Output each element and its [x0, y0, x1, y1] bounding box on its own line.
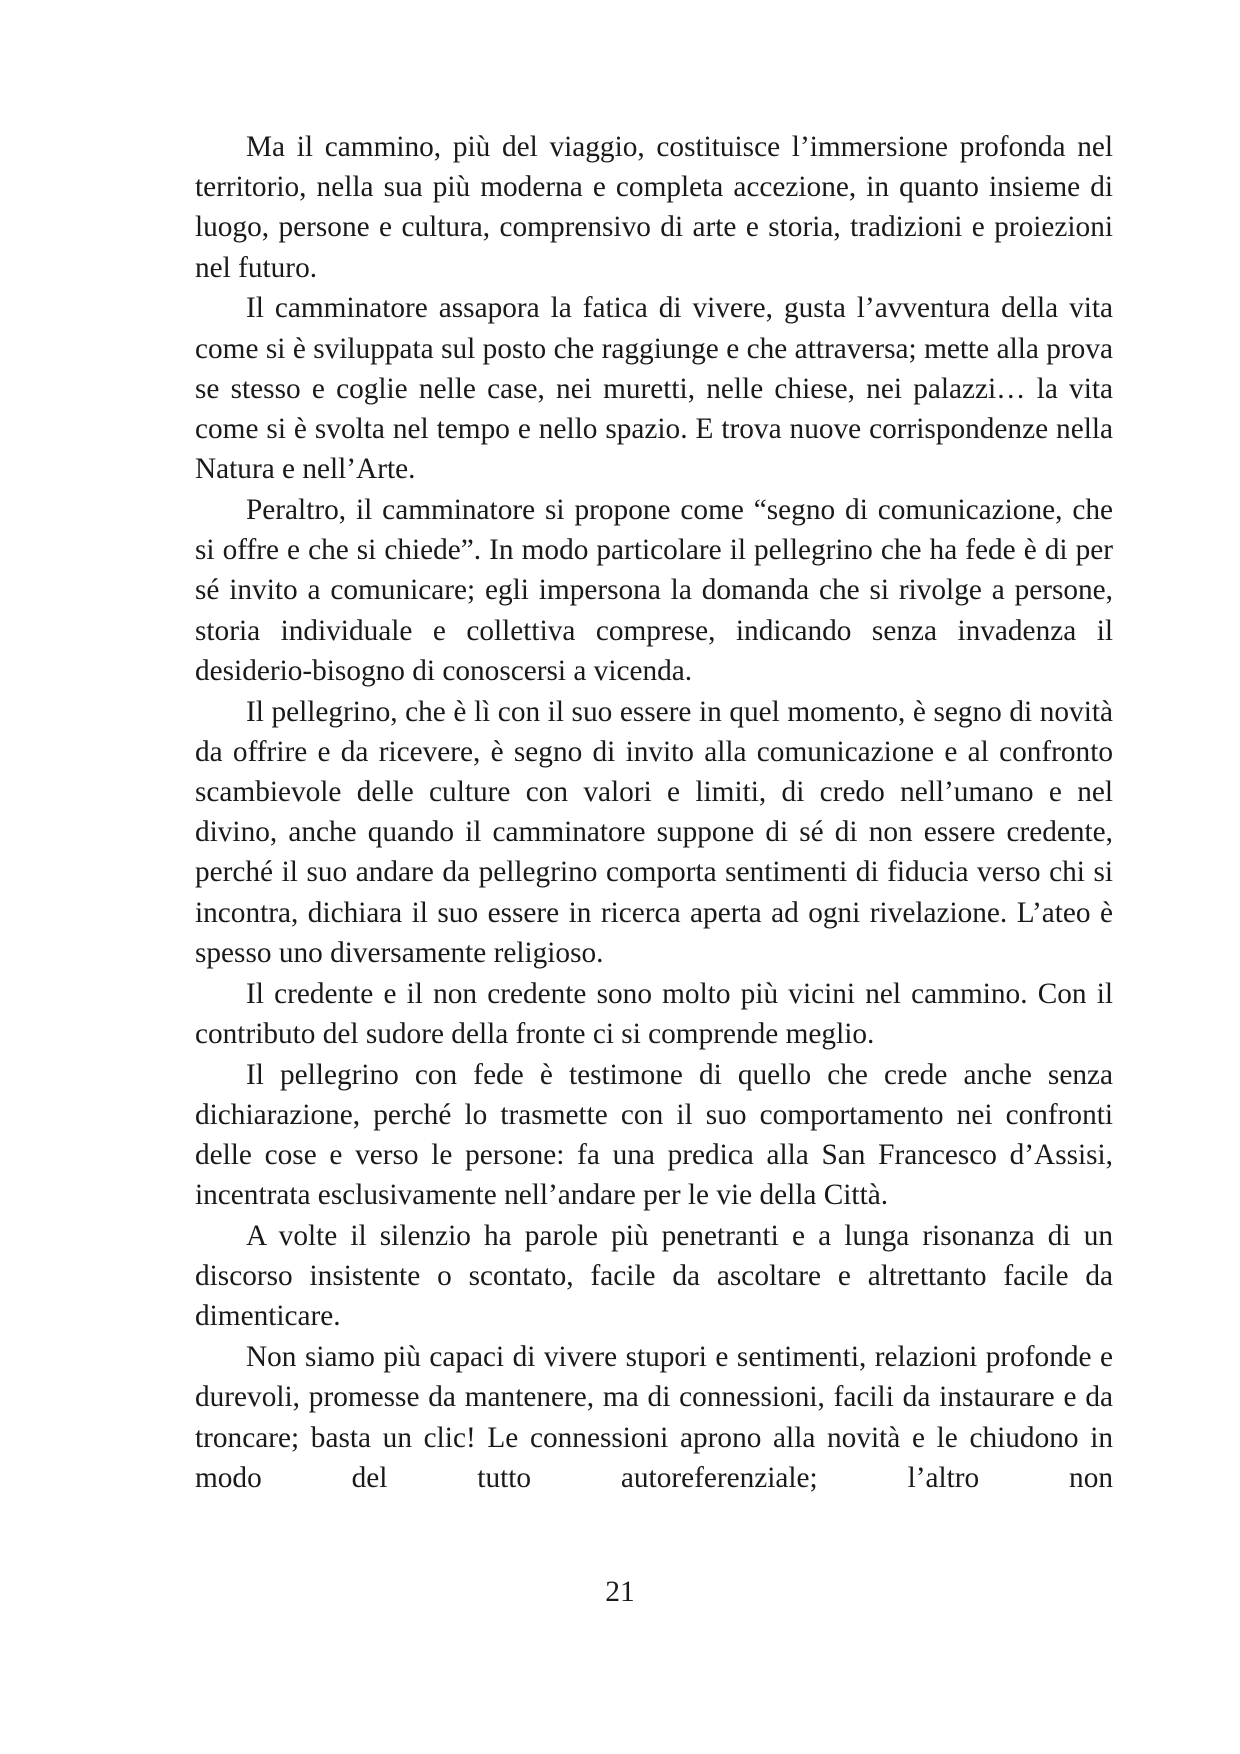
- paragraph: Peraltro, il camminatore si propone come “segno di comunicazione, che si offre e che si chiede”. In modo particolare il pellegrino che ha fede è di per sé invito a comunicare; egli impersona la domanda che si rivolge a persone, storia individuale e collettiva comprese, indicando senza invadenza il desiderio-bisogno di conoscersi a vicenda.: [195, 494, 1113, 687]
- paragraph: A volte il silenzio ha parole più penetranti e a lunga risonanza di un discorso insistente o scontato, facile da ascoltare e altrettanto facile da dimenticare.: [195, 1220, 1113, 1333]
- paragraph-last-justified: Non siamo più capaci di vivere stupori e sentimenti, relazioni profonde e durevoli, promesse da mantenere, ma di connessioni, facili da instaurare e da troncare; basta un clic! Le connessioni aprono alla novità e le chiudono in modo del tutto autoreferenziale; l’altro non: [195, 1341, 1113, 1494]
- paragraph: Il camminatore assapora la fatica di vivere, gusta l’avventura della vita come si è sviluppata sul posto che raggiunge e che attraversa; mette alla prova se stesso e coglie nelle case, nei muretti, nelle chiese, nei palazzi… la vita come si è svolta nel tempo e nello spazio. E trova nuove corrispondenze nella Natura e nell’Arte.: [195, 292, 1113, 486]
- body-text: [195, 127, 1113, 1498]
- paragraph: Il credente e il non credente sono molto più vicini nel cammino. Con il contributo del sudore della fronte ci si comprende meglio.: [195, 977, 1113, 1050]
- page-number: 21: [605, 1576, 635, 1608]
- paragraph: Il pellegrino, che è lì con il suo essere in quel momento, è segno di novità da offrire e da ricevere, è segno di invito alla comunicazione e al confronto scambievole delle culture con valori e limiti, di credo nell’umano e nel divino, anche quando il camminatore suppone di sé di non essere credente, perché il suo andare da pellegrino comporta sentimenti di fiducia verso chi si incontra, dichiara il suo essere in ricerca aperta ad ogni rivelazione. L’ateo è spesso uno diversamente religioso.: [195, 695, 1113, 969]
- paragraph: Il pellegrino con fede è testimone di quello che crede anche senza dichiarazione, perché lo trasmette con il suo comportamento nei confronti delle cose e verso le persone: fa una predica alla San Francesco d’Assisi, incentrata esclusivamente nell’andare per le vie della Città.: [195, 1058, 1113, 1212]
- paragraph: Ma il cammino, più del viaggio, costituisce l’immersione profonda nel territorio, nella sua più moderna e completa accezione, in quanto insieme di luogo, persone e cultura, comprensivo di arte e storia, tradizioni e proiezioni nel futuro.: [195, 131, 1113, 284]
